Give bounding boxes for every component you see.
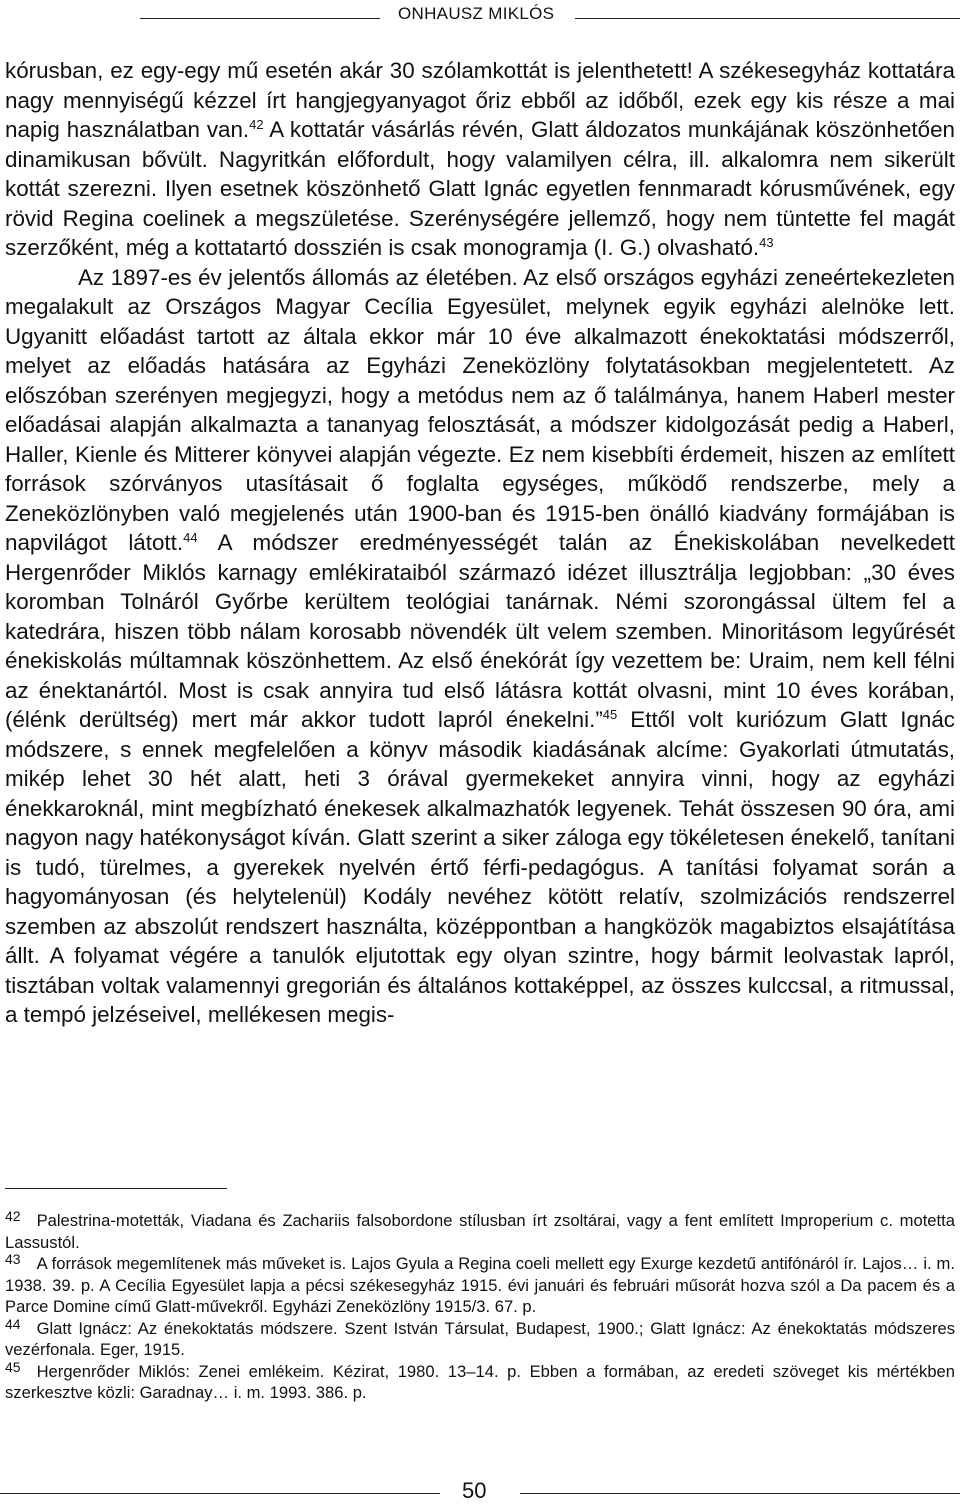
page-footer <box>0 1478 960 1508</box>
footnote-text: Hergenrőder Miklós: Zenei emlékeim. Kézirat, 1980. 13–14. p. Ebben a formában, az eredeti szöveget kis mértékben szerkesztve közli: Garadnay… i. m. 1993. 386. p. <box>5 1361 955 1402</box>
paragraph-2 <box>5 263 955 1030</box>
running-title: ONHAUSZ MIKLÓS <box>398 4 555 23</box>
footnote-ref-43[interactable]: 43 <box>759 235 774 250</box>
header-rule-left <box>140 18 380 19</box>
footer-rule-right <box>520 1493 960 1494</box>
footnote-number: 43 <box>5 1251 21 1267</box>
footnote-42 <box>5 1210 955 1253</box>
footnote-44 <box>5 1315 955 1361</box>
paragraph-text: kórusban, ez egy-egy mű esetén akár 30 szólamkottát is jelenthetett! A székesegyház kottatára nagy mennyiségű kézzel írt hangjegyanyagot őriz ebből az időből, ezek egy kis része a mai napig használatban van. <box>5 58 955 142</box>
footnotes <box>5 1210 955 1404</box>
footnote-number: 45 <box>5 1358 21 1375</box>
footnote-separator <box>5 1188 227 1189</box>
running-head <box>0 4 960 28</box>
main-text <box>5 56 955 1030</box>
footnote-text: Palestrina-motetták, Viadana és Zachariis falsobordone stílusban írt zsoltárai, vagy a fent említett Improperium c. motetta Lassustól. <box>5 1211 955 1252</box>
paragraph-text: Az 1897-es év jelentős állomás az életében. Az első országos egyházi zeneértekezleten megalakult az Országos Magyar Cecília Egyesület, melynek egyik egyházi alelnöke lett. Ugyanitt előadást tartott az általa ekkor már 10 éve alkalmazott énekoktatási módszerről, melyet az előadás hatására az Egyházi Zeneközlöny folytatásokban megjelentetett. Az előszóban szerényen megjegyzi, hogy a metódus nem az ő találmánya, hanem Haberl mester előadásai alapján alkalmazta a tananyag felosztását, a módszer kidolgozását pedig a Haberl, Haller, Kienle és Mitterer könyvei alapján végezte. Ez nem kisebbíti érdemeit, hiszen az említett források szórványos utasításait ő foglalta egységes, működő rendszerbe, mely a Zeneközlönyben való megjelenés után 1900-ban és 1915-ben önálló kiadvány formájában is napvilágot látott. <box>5 264 955 555</box>
footnote-number: 42 <box>5 1208 21 1224</box>
footnote-ref-44[interactable]: 44 <box>183 530 198 545</box>
footnote-number: 44 <box>5 1315 21 1332</box>
header-rule-right <box>575 18 960 19</box>
footnote-ref-42[interactable]: 42 <box>249 117 264 132</box>
footnote-45 <box>5 1358 955 1404</box>
footnote-text: Glatt Ignácz: Az énekoktatás módszere. Szent István Társulat, Budapest, 1900.; Glatt Ignácz: Az énekoktatás módszeres vezérfonala. Eger, 1915. <box>5 1318 955 1359</box>
footer-rule-left <box>0 1493 440 1494</box>
paragraph-text: A módszer eredményességét talán az Énekiskolában nevelkedett Hergenrőder Miklós karnagy emlékirataiból származó idézet illusztrálja legjobban: „30 éves koromban Tolnáról Győrbe kerültem teológiai tanárnak. Némi szorongással ültem fel a katedrára, hiszen több nálam korosabb növendék ült velem szemben. Minoritásom legyűrését énekiskolás múltamnak köszönhettem. Az első énekórát így vezettem be: Uraim, nem kell félni az énektanártól. Most is csak annyira tud első látásra kottát olvasni, mint 10 éves korában, (élénk derültség) mert már akkor tudott lapról énekelni.” <box>5 530 955 732</box>
page-number: 50 <box>462 1478 487 1503</box>
paragraph-1 <box>5 56 955 263</box>
footnote-43 <box>5 1253 955 1318</box>
paragraph-text: A kottatár vásárlás révén, Glatt áldozatos munkájának köszönhetően dinamikusan bővült. Nagyritkán előfordult, hogy valamilyen célra, ill. alkalomra nem sikerült kottát szerezni. Ilyen esetnek köszönhető Glatt Ignác egyetlen fennmaradt kórusművének, egy rövid Regina coelinek a megszületése. Szerénységére jellemző, hogy nem tüntette fel magát szerzőként, még a kottatartó dosszién is csak monogramja (I. G.) olvasható. <box>5 117 955 260</box>
paragraph-text: Ettől volt kuriózum Glatt Ignác módszere, s ennek megfelelően a könyv második kiadásának alcíme: Gyakorlati útmutatás, mikép lehet 30 hét alatt, heti 3 órával gyermekeket annyira vinni, hogy az egyházi énekkaroknál, mint megbízható énekesek alkalmazhatók legyenek. Tehát összesen 90 óra, ami nagyon nagy hatékonyságot kíván. Glatt szerint a siker záloga egy tökéletesen énekelő, tanítani is tudó, türelmes, a gyerekek nyelvén értő férfi-pedagógus. A tanítási folyamat során a hagyományosan (és helytelenül) Kodály nevéhez kötött relatív, szolmizációs rendszerrel szemben az abszolút rendszert használta, középpontban a hangközök magabiztos elsajátítása állt. A folyamat végére a tanulók eljutottak egy olyan szintre, hogy bármit leolvastak lapról, tisztában voltak valamennyi gregorián és általános kottaképpel, az összes kulccsal, a ritmussal, a tempó jelzéseivel, mellékesen megis- <box>5 707 956 1027</box>
footnote-ref-45[interactable]: 45 <box>602 707 618 722</box>
footnote-text: A források megemlítenek más műveket is. Lajos Gyula a Regina coeli mellett egy Exurge kezdetű antifónáról ír. Lajos… i. m. 1938. 39. p. A Cecília Egyesület lapja a pécsi székesegyház 1915. évi januári és februári műsorát hozva szól a Da pacem és a Parce Domine című Glatt-művekről. Egyházi Zeneközlöny 1915/3. 67. p. <box>5 1254 955 1316</box>
